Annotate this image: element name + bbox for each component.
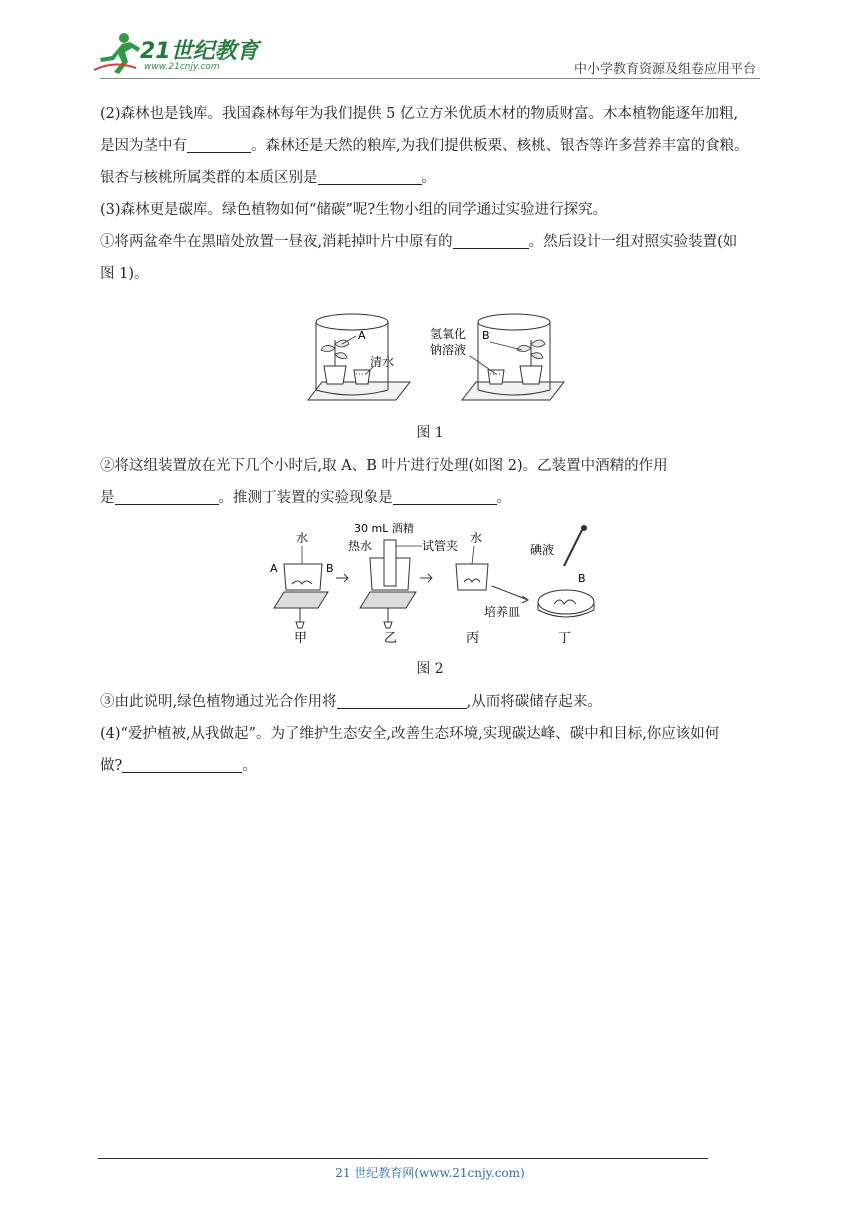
q3-step2-text-b: 是 bbox=[100, 490, 115, 506]
site-logo[interactable] bbox=[92, 30, 262, 80]
answer-blank-stem[interactable] bbox=[187, 134, 251, 153]
footer-link[interactable]: 21 世纪教育网(www.21cnjy.com) bbox=[335, 1166, 525, 1180]
q3-intro: (3)森林更是碳库。绿色植物如何“储碳”呢?生物小组的同学通过实验进行探究。 bbox=[100, 202, 608, 218]
fig2-label-b2: B bbox=[578, 572, 586, 585]
fig2-bing: 丙 bbox=[466, 631, 480, 646]
q2-text-b: 。森林还是天然的粮库,为我们提供板栗、核桃、银杏等许多营养丰富的食粮。 bbox=[251, 138, 749, 154]
figure-2-caption: 图 2 bbox=[416, 661, 444, 677]
answer-blank-photosynthesis[interactable] bbox=[337, 690, 467, 709]
answer-blank-phenomenon[interactable] bbox=[393, 486, 497, 505]
q3-step2-line2 bbox=[100, 482, 764, 514]
fig2-petri: 培养皿 bbox=[484, 605, 521, 619]
fig1-label-b: B bbox=[482, 329, 490, 342]
fig2-ding: 丁 bbox=[558, 631, 572, 646]
q3-step3-text-a: ③由此说明,绿色植物通过光合作用将 bbox=[100, 694, 337, 710]
fig2-yi: 乙 bbox=[384, 631, 398, 646]
question-content bbox=[100, 98, 764, 290]
fig2-label-b: B bbox=[326, 562, 334, 575]
answer-blank-starch[interactable] bbox=[453, 230, 529, 249]
q2-line1: (2)森林也是钱库。我国森林每年为我们提供 5 亿立方米优质木材的物质财富。木本植物能逐年加粗, bbox=[100, 106, 739, 122]
page-header bbox=[0, 0, 860, 82]
fig2-alcohol: 30 mL 酒精 bbox=[354, 522, 414, 535]
figure-2-diagram bbox=[266, 516, 600, 648]
q3-step3-and-q4 bbox=[100, 686, 764, 782]
q2-text-d: 。 bbox=[421, 170, 436, 186]
q3-step1-text-b: 。然后设计一组对照实验装置(如 bbox=[528, 234, 738, 250]
fig1-label-water: 清水 bbox=[370, 355, 395, 369]
q2-text-a: 是因为茎中有 bbox=[100, 138, 187, 154]
q3-step1 bbox=[100, 226, 764, 258]
fig1-label-naoh-1: 氢氧化 bbox=[430, 327, 467, 341]
fig2-water-2: 水 bbox=[470, 531, 483, 545]
q2-line2 bbox=[100, 130, 764, 162]
q3-step2 bbox=[100, 450, 764, 514]
q3-step1-cont: 图 1)。 bbox=[100, 266, 149, 282]
figure-1-caption: 图 1 bbox=[416, 425, 444, 441]
platform-title: 中小学教育资源及组卷应用平台 bbox=[573, 62, 756, 77]
fig1-label-a: A bbox=[358, 329, 366, 342]
logo-url: www.21cnjy.com bbox=[144, 62, 220, 72]
fig2-water-1: 水 bbox=[296, 531, 309, 545]
fig2-iodine: 碘液 bbox=[530, 543, 555, 557]
q3-step3 bbox=[100, 686, 764, 718]
figure-2 bbox=[266, 516, 600, 648]
q2-text-c: 银杏与核桃所属类群的本质区别是 bbox=[100, 170, 318, 186]
fig2-tube-clamp: 试管夹 bbox=[422, 539, 459, 553]
figure-1-diagram bbox=[300, 304, 570, 408]
answer-blank-action[interactable] bbox=[122, 754, 242, 773]
q3-step3-text-b: ,从而将碳储存起来。 bbox=[466, 694, 602, 710]
q3-step2-text-c: 。推测丁装置的实验现象是 bbox=[218, 490, 393, 506]
q4-line1: (4)“爱护植被,从我做起”。为了维护生态安全,改善生态环境,实现碳达峰、碳中和目标,你应该如何 bbox=[100, 726, 720, 742]
footer-divider bbox=[98, 1158, 708, 1159]
answer-blank-alcohol[interactable] bbox=[115, 486, 219, 505]
q3-step1-text-a: ①将两盆牵牛在黑暗处放置一昼夜,消耗掉叶片中原有的 bbox=[100, 234, 453, 250]
answer-blank-plant-group[interactable] bbox=[318, 166, 422, 185]
fig2-hot-water: 热水 bbox=[348, 539, 373, 553]
q4-line2 bbox=[100, 750, 764, 782]
header-divider bbox=[100, 78, 760, 79]
fig2-jia: 甲 bbox=[294, 631, 308, 646]
logo-text: 21世纪教育 bbox=[140, 39, 259, 64]
runner-logo-icon bbox=[92, 30, 142, 76]
fig2-label-a: A bbox=[270, 562, 278, 575]
figure-1 bbox=[300, 304, 570, 408]
q3-step2-text-d: 。 bbox=[496, 490, 511, 506]
fig1-label-naoh-2: 钠溶液 bbox=[430, 343, 467, 357]
q4-text-b: 。 bbox=[242, 758, 257, 774]
q4-text-a: 做? bbox=[100, 758, 123, 774]
q3-step2-line1: ②将这组装置放在光下几个小时后,取 A、B 叶片进行处理(如图 2)。乙装置中酒精的作用 bbox=[100, 458, 668, 474]
q2-line3 bbox=[100, 162, 764, 194]
